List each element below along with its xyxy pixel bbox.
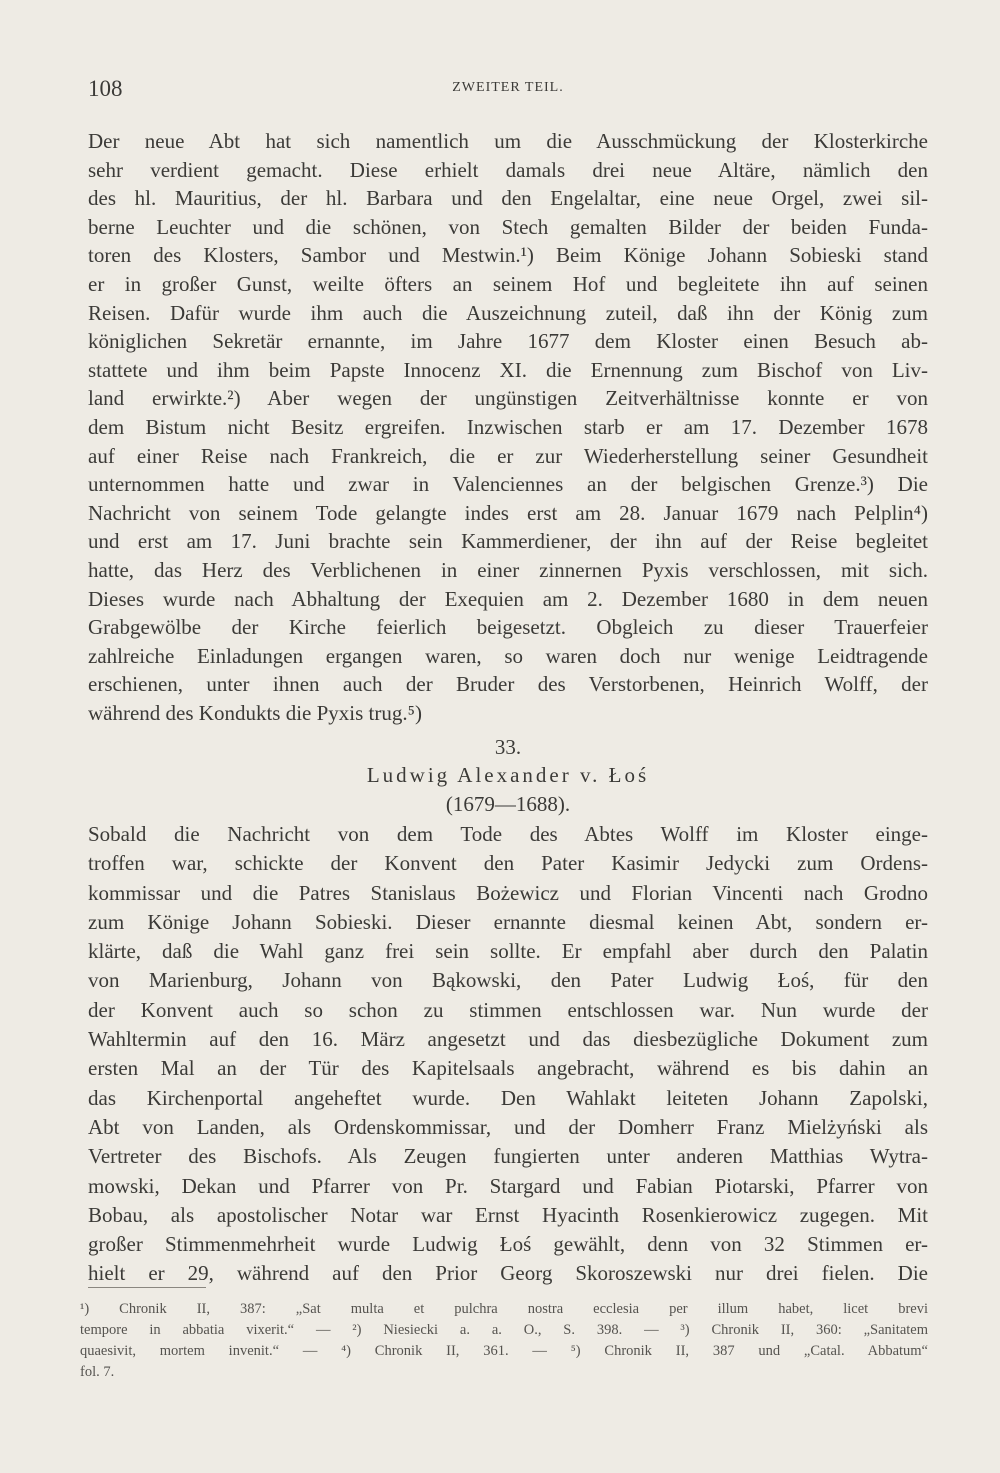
- text-line: zum Könige Johann Sobieski. Dieser ernannte diesmal keinen Abt, sondern er-: [88, 909, 928, 934]
- running-title: ZWEITER TEIL.: [452, 80, 564, 95]
- text-line: und erst am 17. Juni brachte sein Kammerdiener, der ihn auf der Reise begleitet: [88, 529, 928, 554]
- paragraph-2: [88, 820, 928, 1289]
- text-line: großer Stimmenmehrheit wurde Ludwig Łoś gewählt, denn von 32 Stimmen er-: [88, 1232, 928, 1257]
- text-line: Vertreter des Bischofs. Als Zeugen fungierten unter anderen Matthias Wytra-: [88, 1144, 928, 1169]
- text-line: toren des Klosters, Sambor und Mestwin.¹) Beim Könige Johann Sobieski stand: [88, 243, 928, 268]
- text-line: Abt von Landen, als Ordenskommissar, und der Domherr Franz Mielżyński als: [88, 1114, 928, 1139]
- section-title: Ludwig Alexander v. Łoś: [366, 763, 650, 787]
- text-line: Dieses wurde nach Abhaltung der Exequien am 2. Dezember 1680 in dem neuen: [88, 586, 928, 611]
- text-line: ersten Mal an der Tür des Kapitelsaals angebracht, während es bis dahin an: [88, 1056, 928, 1081]
- footnote-line: tempore in abbatia vixerit.“ — ²) Niesiecki a. a. O., S. 398. — ³) Chronik II, 360: „Sanitatem: [80, 1322, 928, 1338]
- footnote-line: fol. 7.: [80, 1364, 115, 1380]
- footnote-line: ¹) Chronik II, 387: „Sat multa et pulchra nostra ecclesia per illum habet, licet brevi: [80, 1301, 928, 1317]
- page-number: 108: [88, 76, 123, 101]
- text-line: während des Kondukts die Pyxis trug.⁵): [88, 700, 422, 725]
- text-line: Wahltermin auf den 16. März angesetzt und das diesbezügliche Dokument zum: [88, 1027, 928, 1052]
- text-line: kommissar und die Patres Stanislaus Bożewicz und Florian Vincenti nach Grodno: [88, 880, 928, 905]
- text-line: unternommen hatte und zwar in Valenciennes an der belgischen Grenze.³) Die: [88, 472, 928, 497]
- text-line: hatte, das Herz des Verblichenen in einer zinnernen Pyxis verschlossen, mit sich.: [88, 557, 928, 582]
- paragraph-1: [88, 127, 928, 727]
- footnote-divider: [88, 1287, 206, 1288]
- footnote-line: quaesivit, mortem invenit.“ — ⁴) Chronik II, 361. — ⁵) Chronik II, 387 und „Catal. Abbatum“: [80, 1343, 928, 1359]
- text-line: Nachricht von seinem Tode gelangte indes erst am 28. Januar 1679 nach Pelplin⁴): [88, 500, 928, 525]
- footnotes: [80, 1299, 928, 1383]
- text-line: er in großer Gunst, weilte öfters an seinem Hof und begleitete ihn auf seinen: [88, 271, 928, 296]
- text-line: Reisen. Dafür wurde ihm auch die Auszeichnung zuteil, daß ihn der König zum: [88, 300, 928, 325]
- text-line: troffen war, schickte der Konvent den Pater Kasimir Jedycki zum Ordens-: [88, 851, 928, 876]
- text-line: Grabgewölbe der Kirche feierlich beigesetzt. Obgleich zu dieser Trauerfeier: [88, 615, 928, 640]
- text-line: auf einer Reise nach Frankreich, die er zur Wiederherstellung seiner Gesundheit: [88, 443, 928, 468]
- text-line: von Marienburg, Johann von Bąkowski, den Pater Ludwig Łoś, für den: [88, 968, 928, 993]
- text-line: das Kirchenportal angeheftet wurde. Den Wahlakt leiteten Johann Zapolski,: [88, 1085, 928, 1110]
- text-line: des hl. Mauritius, der hl. Barbara und den Engelaltar, eine neue Orgel, zwei sil-: [88, 186, 928, 211]
- text-line: klärte, daß die Wahl ganz frei sein sollte. Er empfahl aber durch den Palatin: [88, 939, 928, 964]
- text-line: hielt er 29, während auf den Prior Georg Skoroszewski nur drei fielen. Die: [88, 1261, 928, 1286]
- text-line: Bobau, als apostolischer Notar war Ernst Hyacinth Rosenkierowicz zugegen. Mit: [88, 1202, 928, 1227]
- text-line: berne Leuchter und die schönen, von Stech gemalten Bilder der beiden Funda-: [88, 214, 928, 239]
- page-header: [88, 76, 928, 106]
- text-line: dem Bistum nicht Besitz ergreifen. Inzwischen starb er am 17. Dezember 1678: [88, 414, 928, 439]
- text-line: zahlreiche Einladungen ergangen waren, so waren doch nur wenige Leidtragende: [88, 643, 928, 668]
- text-line: königlichen Sekretär ernannte, im Jahre 1677 dem Kloster einen Besuch ab-: [88, 329, 928, 354]
- section-number: 33.: [494, 735, 522, 759]
- text-line: stattete und ihm beim Papste Innocenz XI. die Ernennung zum Bischof von Liv-: [88, 357, 928, 382]
- section-years: (1679—1688).: [445, 792, 571, 816]
- text-line: land erwirkte.²) Aber wegen der ungünstigen Zeitverhältnisse konnte er von: [88, 386, 928, 411]
- text-line: erschienen, unter ihnen auch der Bruder des Verstorbenen, Heinrich Wolff, der: [88, 672, 928, 697]
- text-line: mowski, Dekan und Pfarrer von Pr. Stargard und Fabian Piotarski, Pfarrer von: [88, 1173, 928, 1198]
- text-line: der Konvent auch so schon zu stimmen entschlossen war. Nun wurde der: [88, 997, 928, 1022]
- text-line: Der neue Abt hat sich namentlich um die Ausschmückung der Klosterkirche: [88, 129, 928, 153]
- text-line: Sobald die Nachricht von dem Tode des Abtes Wolff im Kloster einge-: [88, 822, 928, 846]
- text-line: sehr verdient gemacht. Diese erhielt damals drei neue Altäre, nämlich den: [88, 157, 928, 182]
